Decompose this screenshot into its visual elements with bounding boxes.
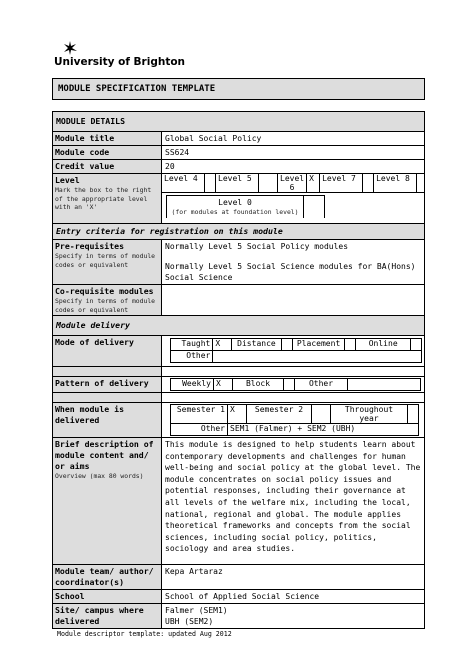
row-school: School School of Applied Social Science [53, 589, 424, 603]
level-grid: Level 4 Level 5 Level 6 X Level 7 Level 8 [162, 174, 424, 193]
row-brief-description: Brief description of module content and/ or aims Overview (max 80 words) This module is designed to help students learn about contemporary developments and challenges for human well-being and social policy at the global level. The module concentrates on social policy issues and potential responses, including their governance at all levels of the welfare mix, including the local, national, regional and global. The module applies theoretical frameworks and concepts from the social sciences, including social policy, politics, sociology and area studies. [53, 437, 424, 564]
section-header-details: MODULE DETAILS [53, 112, 424, 131]
template-title: MODULE SPECIFICATION TEMPLATE [52, 78, 425, 100]
throughout-year-box[interactable] [408, 405, 419, 424]
pattern-weekly-box[interactable]: X [214, 379, 233, 391]
section-header-entry: Entry criteria for registration on this module [53, 223, 424, 239]
page-footer: Module descriptor template: updated Aug 2012 [57, 630, 232, 638]
site-value[interactable]: Falmer (SEM1) UBH (SEM2) [165, 606, 228, 626]
row-credit-value: Credit value 20 [53, 159, 424, 173]
section-header-delivery: Module delivery [53, 315, 424, 335]
mode-other-field[interactable] [213, 351, 422, 363]
row-mode-of-delivery: Mode of delivery Taught X Distance Placement Online Other [53, 335, 424, 366]
pattern-grid: Weekly X Block Other [170, 378, 421, 391]
row-module-title: Module title Global Social Policy [53, 131, 424, 145]
level-7-box[interactable] [363, 174, 374, 193]
row-module-team: Module team/ author/ coordinator(s) Kepa Artaraz [53, 564, 424, 589]
row-prerequisites: Pre-requisites Specify in terms of module codes or equivalent Normally Level 5 Social Policy modules Normally Level 5 Social Science modules for BA(Hons) Social Science [53, 239, 424, 284]
pattern-other-field[interactable] [348, 379, 421, 391]
row-site: Site/ campus where delivered Falmer (SEM1) UBH (SEM2) [53, 603, 424, 628]
semester-1-box[interactable]: X [228, 405, 247, 424]
mode-placement-box[interactable] [345, 339, 356, 351]
prerequisites-value[interactable]: Normally Level 5 Social Policy modules Normally Level 5 Social Science modules for BA(Hons) Social Science [165, 242, 416, 282]
module-title-value[interactable]: Global Social Policy [165, 134, 262, 143]
when-grid: Semester 1 X Semester 2 Throughout year Other SEM1 (Falmer) + SEM2 (UBH) [170, 404, 419, 436]
level-4-box[interactable] [205, 174, 216, 193]
level-5-box[interactable] [259, 174, 278, 193]
module-form [52, 111, 425, 629]
university-name: University of Brighton [54, 56, 186, 68]
when-other-field[interactable]: SEM1 (Falmer) + SEM2 (UBH) [228, 424, 419, 436]
pattern-block-box[interactable] [284, 379, 295, 391]
level-8-box[interactable] [417, 174, 424, 193]
university-emblem-icon [62, 40, 78, 56]
module-code-value[interactable]: SS624 [165, 148, 190, 157]
row-module-code: Module code SS624 [53, 145, 424, 159]
level-6-box[interactable]: X [307, 174, 320, 193]
mode-taught-box[interactable]: X [213, 339, 231, 351]
level-0-box[interactable] [304, 195, 325, 218]
mode-distance-box[interactable] [282, 339, 293, 351]
credit-value[interactable]: 20 [165, 162, 175, 171]
corequisites-value[interactable] [162, 285, 424, 315]
school-value[interactable]: School of Applied Social Science [165, 592, 320, 601]
row-corequisites: Co-requisite modules Specify in terms of module codes or equivalent [53, 284, 424, 315]
mode-online-box[interactable] [411, 339, 422, 351]
brief-description-value[interactable]: This module is designed to help students learn about contemporary developments and challenges for human well-being and social policy at the global level. The module concentrates on social policy issues and potential responses, including their governance at all levels of the welfare mix, including the local, national, regional and global. The module applies theoretical frameworks and concepts from the social sciences, including social policy, politics, sociology and area studies. [165, 440, 421, 554]
row-when-delivered: When module is delivered Semester 1 X Semester 2 Throughout year Other SEM1 (Falmer) + SEM2 (UBH) [53, 402, 424, 437]
module-team-value[interactable]: Kepa Artaraz [165, 567, 223, 576]
mode-grid: Taught X Distance Placement Online Other [170, 338, 422, 363]
row-pattern-of-delivery: Pattern of delivery Weekly X Block Other [53, 376, 424, 392]
semester-2-box[interactable] [312, 405, 331, 424]
row-level: Level Mark the box to the right of the appropriate level with an 'X' Level 4 Level 5 Level 6 X Level 7 Level 8 Level 0 (for modules at foundation level) [53, 173, 424, 223]
